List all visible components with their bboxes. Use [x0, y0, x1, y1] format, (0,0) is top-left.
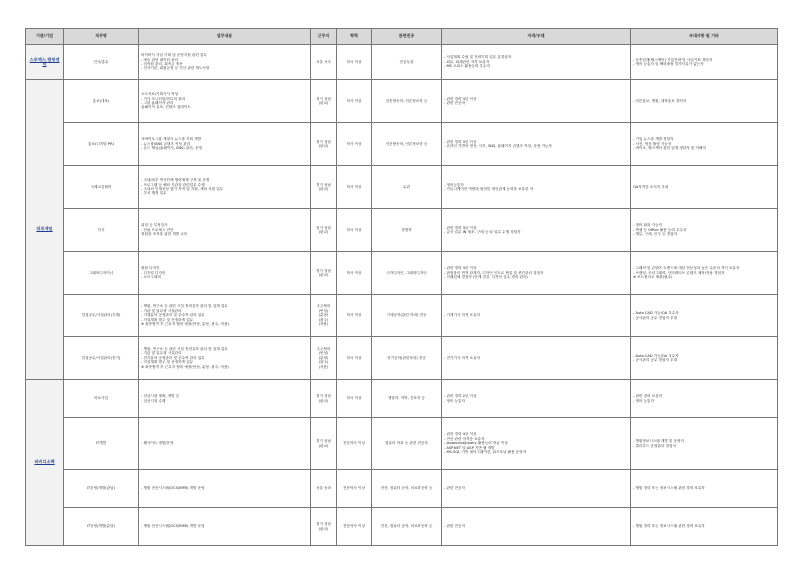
qualifications-cell-line: - ASP.NET 및 ASP 기반 웹 개발 — [444, 445, 495, 450]
location-cell-line: (판교) — [318, 443, 329, 448]
location-cell-line: (분당) — [318, 313, 329, 318]
duties-cell-line: - 임직원 관리, 회직금 정산 — [141, 62, 183, 66]
table-row — [26, 418, 778, 470]
table-row — [26, 508, 778, 546]
location-cell — [311, 123, 337, 166]
education-cell: 학사 이상 — [337, 166, 372, 209]
qualifications-cell-line: - 전산 관련 자격증 보유자 — [444, 436, 485, 441]
location-cell-line: 주주협의 — [316, 346, 331, 351]
duties-cell — [139, 166, 311, 209]
preferences-cell — [631, 418, 778, 470]
duties-cell-line: 홍페이지 유보, 컨텐츠 업데이트 — [141, 105, 191, 110]
preferences-cell — [631, 337, 778, 380]
table-row — [26, 166, 778, 209]
location-cell-line: 경기 성남 — [315, 225, 332, 230]
location-cell-line: (판교) — [318, 273, 329, 277]
org-cell[interactable]: 스포엑스 캠핑센터 — [26, 45, 64, 80]
header-major: 관련전공 — [372, 29, 442, 45]
qualifications-cell — [442, 295, 631, 337]
qualifications-cell-line: - Javascript/Jquery 활용능력 중급 이상 — [444, 441, 508, 446]
qualifications-cell — [442, 166, 631, 209]
duties-cell — [139, 252, 311, 295]
job-title-cell: IT운영/개발(분당) — [64, 508, 139, 546]
preferences-cell-line: - 영어 회화 가능자 — [633, 223, 663, 228]
duties-cell-line: - 온드 채널(홈페이지, SNS) 관리, 운영 — [141, 146, 203, 151]
location-cell-line: 경기 성남 — [315, 439, 332, 444]
location-cell-line: 경기 성남 — [315, 182, 332, 187]
duties-cell-line: 파이버식 사업 기획 및 운영지원 관련 업무 — [141, 53, 207, 58]
duties-cell — [139, 45, 311, 80]
duties-cell — [139, 337, 311, 380]
preferences-cell-line: - 병원 경력 또는 정보시스템 관련 경력 보유자 — [633, 486, 705, 491]
education-cell: 전문학사 이상 — [337, 418, 372, 470]
header-duties: 업무내용 — [139, 29, 311, 45]
major-cell: 전기공학(관련학과) 전공 — [372, 337, 442, 380]
preferences-cell — [631, 166, 778, 209]
duties-cell-line: - 단위 프로세스 진단 — [141, 227, 174, 232]
education-cell: 학사 이상 — [337, 123, 372, 166]
major-cell: 무관 — [372, 166, 442, 209]
location-cell — [311, 508, 337, 546]
major-cell: 신문방송학, 언론정보학 등 — [372, 123, 442, 166]
job-title-cell: 그래픽디자이너 — [64, 252, 139, 295]
major-cell: 기계공학(관련 학과) 전공 — [372, 295, 442, 337]
preferences-cell-line: - 클라우드 운영관리 경험자 — [633, 443, 676, 448]
qualifications-cell-line: - 관련 경력 2년 이상 — [444, 394, 477, 399]
location-cell-line: (판교) — [318, 187, 329, 191]
preferences-cell — [631, 295, 778, 337]
duties-cell-line: - 그룹 홈페이지 관리 — [141, 101, 174, 105]
table-row — [26, 470, 778, 508]
duties-cell — [139, 380, 311, 418]
location-cell-line: (안성) — [318, 308, 329, 313]
qualifications-cell-line: - 관련 경력 4년 이상 — [444, 96, 477, 101]
duties-cell-line: ※ 최종합격 후 근무지 협의 예정(안성, 분당, 광주, 자용) — [141, 364, 229, 369]
duties-cell-line: - 기관 및 업무형 시설관리 — [141, 351, 182, 356]
header-preferences: 우대사항 및 기타 — [631, 29, 778, 45]
duties-cell — [139, 470, 311, 508]
qualifications-cell-line: - 사업계획 수립 및 전략기획 업무 유경험자 — [444, 55, 512, 60]
preferences-cell — [631, 508, 778, 546]
duties-cell-line: - 부서 행정 업무 — [141, 191, 167, 196]
location-cell — [311, 380, 337, 418]
duties-cell-line: 오도자료/기획기사 작성 — [141, 92, 179, 97]
table-row — [26, 80, 778, 123]
duties-cell — [139, 508, 311, 546]
location-cell-line: 경기 성남 — [315, 139, 332, 144]
qualifications-cell-line: - 회무, 회계관련 자격 보유자 — [444, 59, 490, 64]
major-cell: 신문방송학, 언론정보학 등 — [372, 80, 442, 123]
education-cell: 전문학사 이상 — [337, 508, 372, 546]
qualifications-cell — [442, 123, 631, 166]
location-cell-line: (판교) — [318, 398, 329, 403]
qualifications-cell — [442, 418, 631, 470]
qualifications-cell — [442, 209, 631, 252]
major-cell: 시각디자인, 그래픽디자인 — [372, 252, 442, 295]
duties-cell-line: - 지설계획 발주 및 선정하게 업무 — [141, 360, 194, 365]
qualifications-cell-line: - 인쇄업체 경험자 (단계 검증, 디자인 감수 경력 관리) — [444, 275, 528, 280]
preferences-cell — [631, 380, 778, 418]
qualifications-cell-line: - 온라인 기반의 영상, 사부, SNS, 홈페이지 콘텐츠 작성, 운영 가능자 — [444, 144, 552, 148]
location-cell-line: 서울 서초 — [315, 59, 332, 64]
location-cell — [311, 209, 337, 252]
duties-cell-line: - 예승 관련 데이터 관리 — [141, 57, 179, 62]
preferences-cell-line: - 관련 경력 보유자 — [633, 394, 663, 399]
duties-cell-line: - 프로그램 등 해외 기관과 관련업무 수행 — [141, 182, 205, 187]
duties-cell-line: - 기계분야 공정관리 및 준수여 관리 업무 — [141, 313, 205, 318]
preferences-cell-line: - 동종업계(헬스케어) 기업전략 및 사업기획 경력자 — [633, 57, 713, 62]
preferences-cell-line: - 바이오, 헬스케어 관련 업계 경력자 및 이해자 — [633, 146, 706, 151]
qualifications-cell — [442, 45, 631, 80]
table-row — [26, 209, 778, 252]
duties-cell — [139, 295, 311, 337]
preferences-cell-line: OA작격증 소지자 우대 — [633, 184, 669, 189]
table-row — [26, 337, 778, 380]
preferences-cell — [631, 45, 778, 80]
job-table-container — [25, 28, 777, 546]
job-title-cell: 인사/총무 — [64, 45, 139, 80]
job-title-cell: 인사 — [64, 209, 139, 252]
location-cell-line: (광주) — [318, 360, 329, 365]
location-cell-line: (자용) — [318, 364, 329, 369]
duties-cell — [139, 80, 311, 123]
qualifications-cell — [442, 508, 631, 546]
location-cell-line: 경기 성남 — [315, 394, 332, 399]
preferences-cell-line: - 브랜딩, 모션그래픽, 인터렉티브 콘텐츠 제작/적용 경험자 — [633, 270, 725, 275]
location-cell — [311, 80, 337, 123]
duties-cell-line: - 기관 및 업무형 시설관리 — [141, 308, 182, 313]
table-row — [26, 380, 778, 418]
header-title: 직무명 — [64, 29, 139, 45]
preferences-cell-line: - 제무, 구매, 인사 등 경험자 — [633, 232, 678, 237]
location-cell — [311, 337, 337, 380]
duties-cell-line: 자바이오그룹 계열사 뉴스룸 기획 개발 — [141, 137, 202, 142]
duties-cell-line: - 전기분야 공정관리 및 준수여 관리 업무 — [141, 355, 205, 360]
preferences-cell-line: - 엑셀 등 Office 활용 능력 우수자 — [633, 227, 687, 232]
job-title-cell: 홍보(대표) — [64, 80, 139, 123]
location-cell — [311, 166, 337, 209]
job-title-cell: 건설공무/시설관리(전기) — [64, 337, 139, 380]
qualifications-cell-line: - 편집물의 면적 관계자, 디자인 인트로 협업 및 중간관리 경험자 — [444, 270, 544, 275]
table-header-row — [26, 29, 778, 45]
location-cell-line: (자용) — [318, 322, 329, 327]
major-cell: 컴퓨터 학과 등 관련 전공자 — [372, 418, 442, 470]
education-cell: 학사 이상 — [337, 337, 372, 380]
duties-cell-line: - 뉴스룸/SNS 콘텐츠 작성 관리 — [141, 141, 191, 146]
org-cell[interactable]: 피비디소펙 — [26, 380, 64, 546]
qualifications-cell-line: - 커뮤니케이션 역량과 원만한 대인관계 능력을 보유한 자 — [444, 187, 534, 191]
qualifications-cell-line: - 영어 능통자 — [444, 398, 465, 403]
qualifications-cell-line: - 관련 전공자 — [444, 101, 465, 105]
major-cell: 경영학 — [372, 209, 442, 252]
education-cell: 학사 이상 — [337, 80, 372, 123]
education-cell: 학사 이상 — [337, 252, 372, 295]
qualifications-cell-line: - 관련 전공자 — [444, 524, 465, 529]
qualifications-cell-line: - 전기기사 자격 소유자 — [444, 355, 480, 360]
education-cell: 학사 이상 — [337, 209, 372, 252]
duties-cell-line: - 디지털 디자인 — [141, 270, 166, 275]
preferences-cell — [631, 209, 778, 252]
table-row — [26, 45, 778, 80]
qualifications-cell-line: - 영어능통자 — [444, 182, 464, 187]
duties-cell — [139, 418, 311, 470]
preferences-cell-line: - 기업 뉴스룸 개발 경험자 — [633, 137, 674, 142]
location-cell-line: (분당) — [318, 355, 329, 360]
major-cell: 전공무관 — [372, 45, 442, 80]
duties-cell-line: ※ 최종합격 후 근무지 협의 예정(안성, 분당, 광주, 자용) — [141, 322, 229, 327]
location-cell-line: 주주협의 — [316, 304, 331, 309]
duties-cell-line: - 기사 모니터링/미디어 관리 — [141, 96, 186, 101]
location-cell-line: (안성) — [318, 351, 329, 356]
duties-cell-line: - 웹사이트 개발/운영 — [141, 441, 174, 446]
preferences-cell-line: - 병원 경력 또는 정보시스템 관련 경력 보유자 — [633, 524, 705, 529]
qualifications-cell-line: - 관련 전공자 — [444, 486, 465, 491]
qualifications-cell-line: - MS 오피스 활용능력 우수자 — [444, 64, 490, 69]
duties-cell-line: - 인사기준, 회원규정 등 인사 관련 제도사항 — [141, 66, 210, 71]
job-title-cell: IT운영/개발(관납) — [64, 470, 139, 508]
qualifications-cell-line: - 급사 업무 IN 제조, 구매 등 타 업무 수행 경험자 — [444, 230, 521, 234]
preferences-cell-line: - 공사관리 공무 경험자 우대 — [633, 315, 678, 320]
preferences-cell-line: - 공사관리 공무 경험자 우대 — [633, 358, 678, 362]
location-cell — [311, 418, 337, 470]
location-cell-line: 경기 성남 — [315, 522, 332, 527]
location-cell-line: 서울 송파 — [315, 486, 332, 491]
location-cell — [311, 295, 337, 337]
education-cell: 전문학사 이상 — [337, 470, 372, 508]
location-cell — [311, 45, 337, 80]
location-cell-line: (판교) — [318, 230, 329, 234]
header-education: 학력 — [337, 29, 372, 45]
header-org: 기관/기업 — [26, 29, 64, 45]
duties-cell — [139, 123, 311, 166]
location-cell — [311, 252, 337, 295]
duties-cell-line: - 병원 전산시스템(OCS/EMR) 개발 운영 — [141, 524, 205, 529]
qualifications-cell — [442, 252, 631, 295]
education-cell: 학사 이상 — [337, 380, 372, 418]
job-title-cell: 홍보(디지털 PR) — [64, 123, 139, 166]
preferences-cell-line: - 영어 능통자 — [633, 398, 654, 403]
preferences-cell-line: - 영어 능통자 및 해외출장 결격사유가 없는자 — [633, 62, 704, 66]
major-cell: 생물학, 약학, 간호학 등 — [372, 380, 442, 418]
preferences-cell — [631, 123, 778, 166]
duties-cell-line: - 임상시험 계획, 개발 등 — [141, 394, 180, 399]
header-qualifications: 자격/우대 — [442, 29, 631, 45]
qualifications-cell — [442, 337, 631, 380]
preferences-cell-line: ※ 포트폴리오 제출(필수) — [633, 275, 673, 280]
qualifications-cell-line: - 관련 경력 4년 이상 — [444, 432, 477, 437]
major-cell: 전산, 컴퓨터 공학, 의료IT공학 등 — [372, 508, 442, 546]
duties-cell-line: 위험 등 부정검사 — [141, 223, 168, 228]
job-title-cell: 국제교류협력 — [64, 166, 139, 209]
qualifications-cell — [442, 470, 631, 508]
duties-cell-line: - 병원 전산시스템(OCS/EMR) 개발 운영 — [141, 486, 205, 491]
qualifications-cell-line: - 관련 경력 3년 이상 — [444, 266, 477, 271]
location-cell-line: (판교) — [318, 526, 329, 531]
duties-cell-line: - 지설계획 발주 및 선정하게 업무 — [141, 317, 194, 322]
org-cell[interactable]: 뒤포게임 — [26, 80, 64, 380]
job-table — [25, 28, 778, 546]
header-location: 근무지 — [311, 29, 337, 45]
preferences-cell-line: - 사진, 영상 촬영 가능자 — [633, 141, 672, 146]
preferences-cell — [631, 80, 778, 123]
job-title-cell: 건설공무/시설관리(기계) — [64, 295, 139, 337]
duties-cell-line: 정원관 조직을 위한 개발 교육 — [141, 232, 188, 237]
qualifications-cell-line: - 관련 경력 3년 이상 — [444, 139, 477, 144]
preferences-cell-line: - Auto CAD 가능/OA 우수자 — [633, 311, 679, 316]
location-cell-line: (판교) — [318, 101, 329, 105]
duties-cell-line: - 임상시험 수행 — [141, 398, 166, 403]
qualifications-cell — [442, 80, 631, 123]
job-title-cell: IT개발 — [64, 418, 139, 470]
table-row — [26, 123, 778, 166]
qualifications-cell-line: - 기계기사 자격 소유자 — [444, 313, 480, 318]
qualifications-cell — [442, 380, 631, 418]
location-cell-line: (광주) — [318, 317, 329, 322]
major-cell: 전산, 컴퓨터 공학, 의료IT공학 등 — [372, 470, 442, 508]
duties-cell-line: - 병원, 연구소 등 관련 시설 전력유자 관리 및 설계 업무 — [141, 346, 228, 351]
qualifications-cell-line: - MS-SQL 기반 데이그래이션, 워프호남 활용 운영자 — [444, 450, 527, 455]
duties-cell — [139, 209, 311, 252]
duties-cell-line: - 오브그래픽 — [141, 275, 161, 280]
preferences-cell — [631, 252, 778, 295]
location-cell — [311, 470, 337, 508]
location-cell-line: 경기 성남 — [315, 96, 332, 101]
duties-cell-line: - 병원, 연구소 등 관련 시설 전력유자 관리 및 설계 업무 — [141, 304, 228, 309]
education-cell: 학사 이상 — [337, 45, 372, 80]
location-cell-line: (판교) — [318, 144, 329, 148]
preferences-cell — [631, 470, 778, 508]
location-cell-line: 경기 성남 — [315, 268, 332, 273]
education-cell: 학사 이상 — [337, 295, 372, 337]
qualifications-cell-line: - 관련 경력 3년 이상 — [444, 225, 477, 230]
job-title-cell: 의료사업 — [64, 380, 139, 418]
table-row — [26, 252, 778, 295]
table-body — [26, 45, 778, 546]
preferences-cell-line: - 그래픽 및 콘텐츠 트렌드에 대한 전문성과 높은 수준의 자식 보유자 — [633, 266, 740, 271]
preferences-cell-line: - 병원정보시스템 개발 및 운영자 — [633, 439, 684, 444]
duties-cell-line: - 국내외 인재육성 참가 목적 및 지원, 개최 지원 업무 — [141, 187, 224, 191]
table-row — [26, 295, 778, 337]
preferences-cell-line: - Auto CAD 가능/OA 우수자 — [633, 353, 679, 358]
duties-cell-line: 출판 디자인 — [141, 266, 160, 271]
preferences-cell-line: - 언론홍보, 병원, 대학홍보 경력자 — [633, 98, 687, 103]
duties-cell-line: - 국내/외부 연사단체 협력체계 구축 및 운영 — [141, 178, 210, 183]
